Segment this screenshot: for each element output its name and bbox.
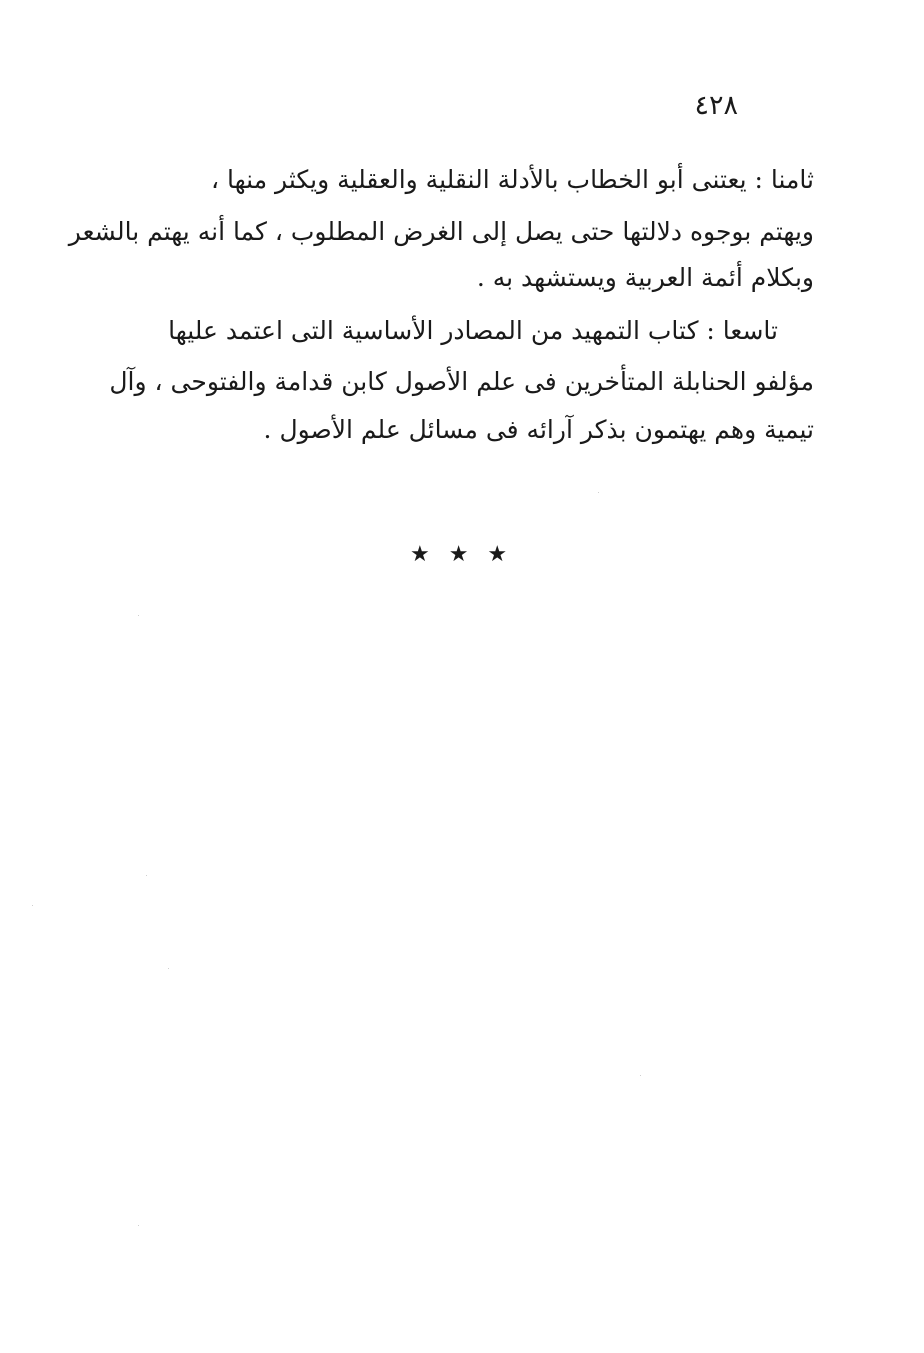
paper-speck: [640, 1075, 641, 1076]
paper-speck: [146, 875, 147, 876]
paper-speck: [32, 905, 33, 906]
paper-speck: [168, 968, 169, 969]
paragraph-line: تيمية وهم يهتمون بذكر آرائه فى مسائل علم الأصول .: [263, 415, 814, 444]
paragraph-line: ثامنا : يعتنى أبو الخطاب بالأدلة النقلية والعقلية ويكثر منها ،: [211, 165, 814, 194]
paper-speck: [138, 615, 139, 616]
paragraph-line: تاسعا : كتاب التمهيد من المصادر الأساسية التى اعتمد عليها: [168, 316, 778, 345]
paragraph-line: ويهتم بوجوه دلالتها حتى يصل إلى الغرض المطلوب ، كما أنه يهتم بالشعر: [68, 217, 814, 246]
page-number: ٤٢٨: [694, 90, 738, 121]
section-separator-stars: ★ ★ ★: [410, 542, 514, 567]
paragraph-line: وبكلام أئمة العربية ويستشهد به .: [476, 263, 814, 292]
paper-speck: [138, 1225, 139, 1226]
paper-speck: [598, 492, 599, 493]
paragraph-line: مؤلفو الحنابلة المتأخرين فى علم الأصول كابن قدامة والفتوحى ، وآل: [109, 367, 814, 396]
